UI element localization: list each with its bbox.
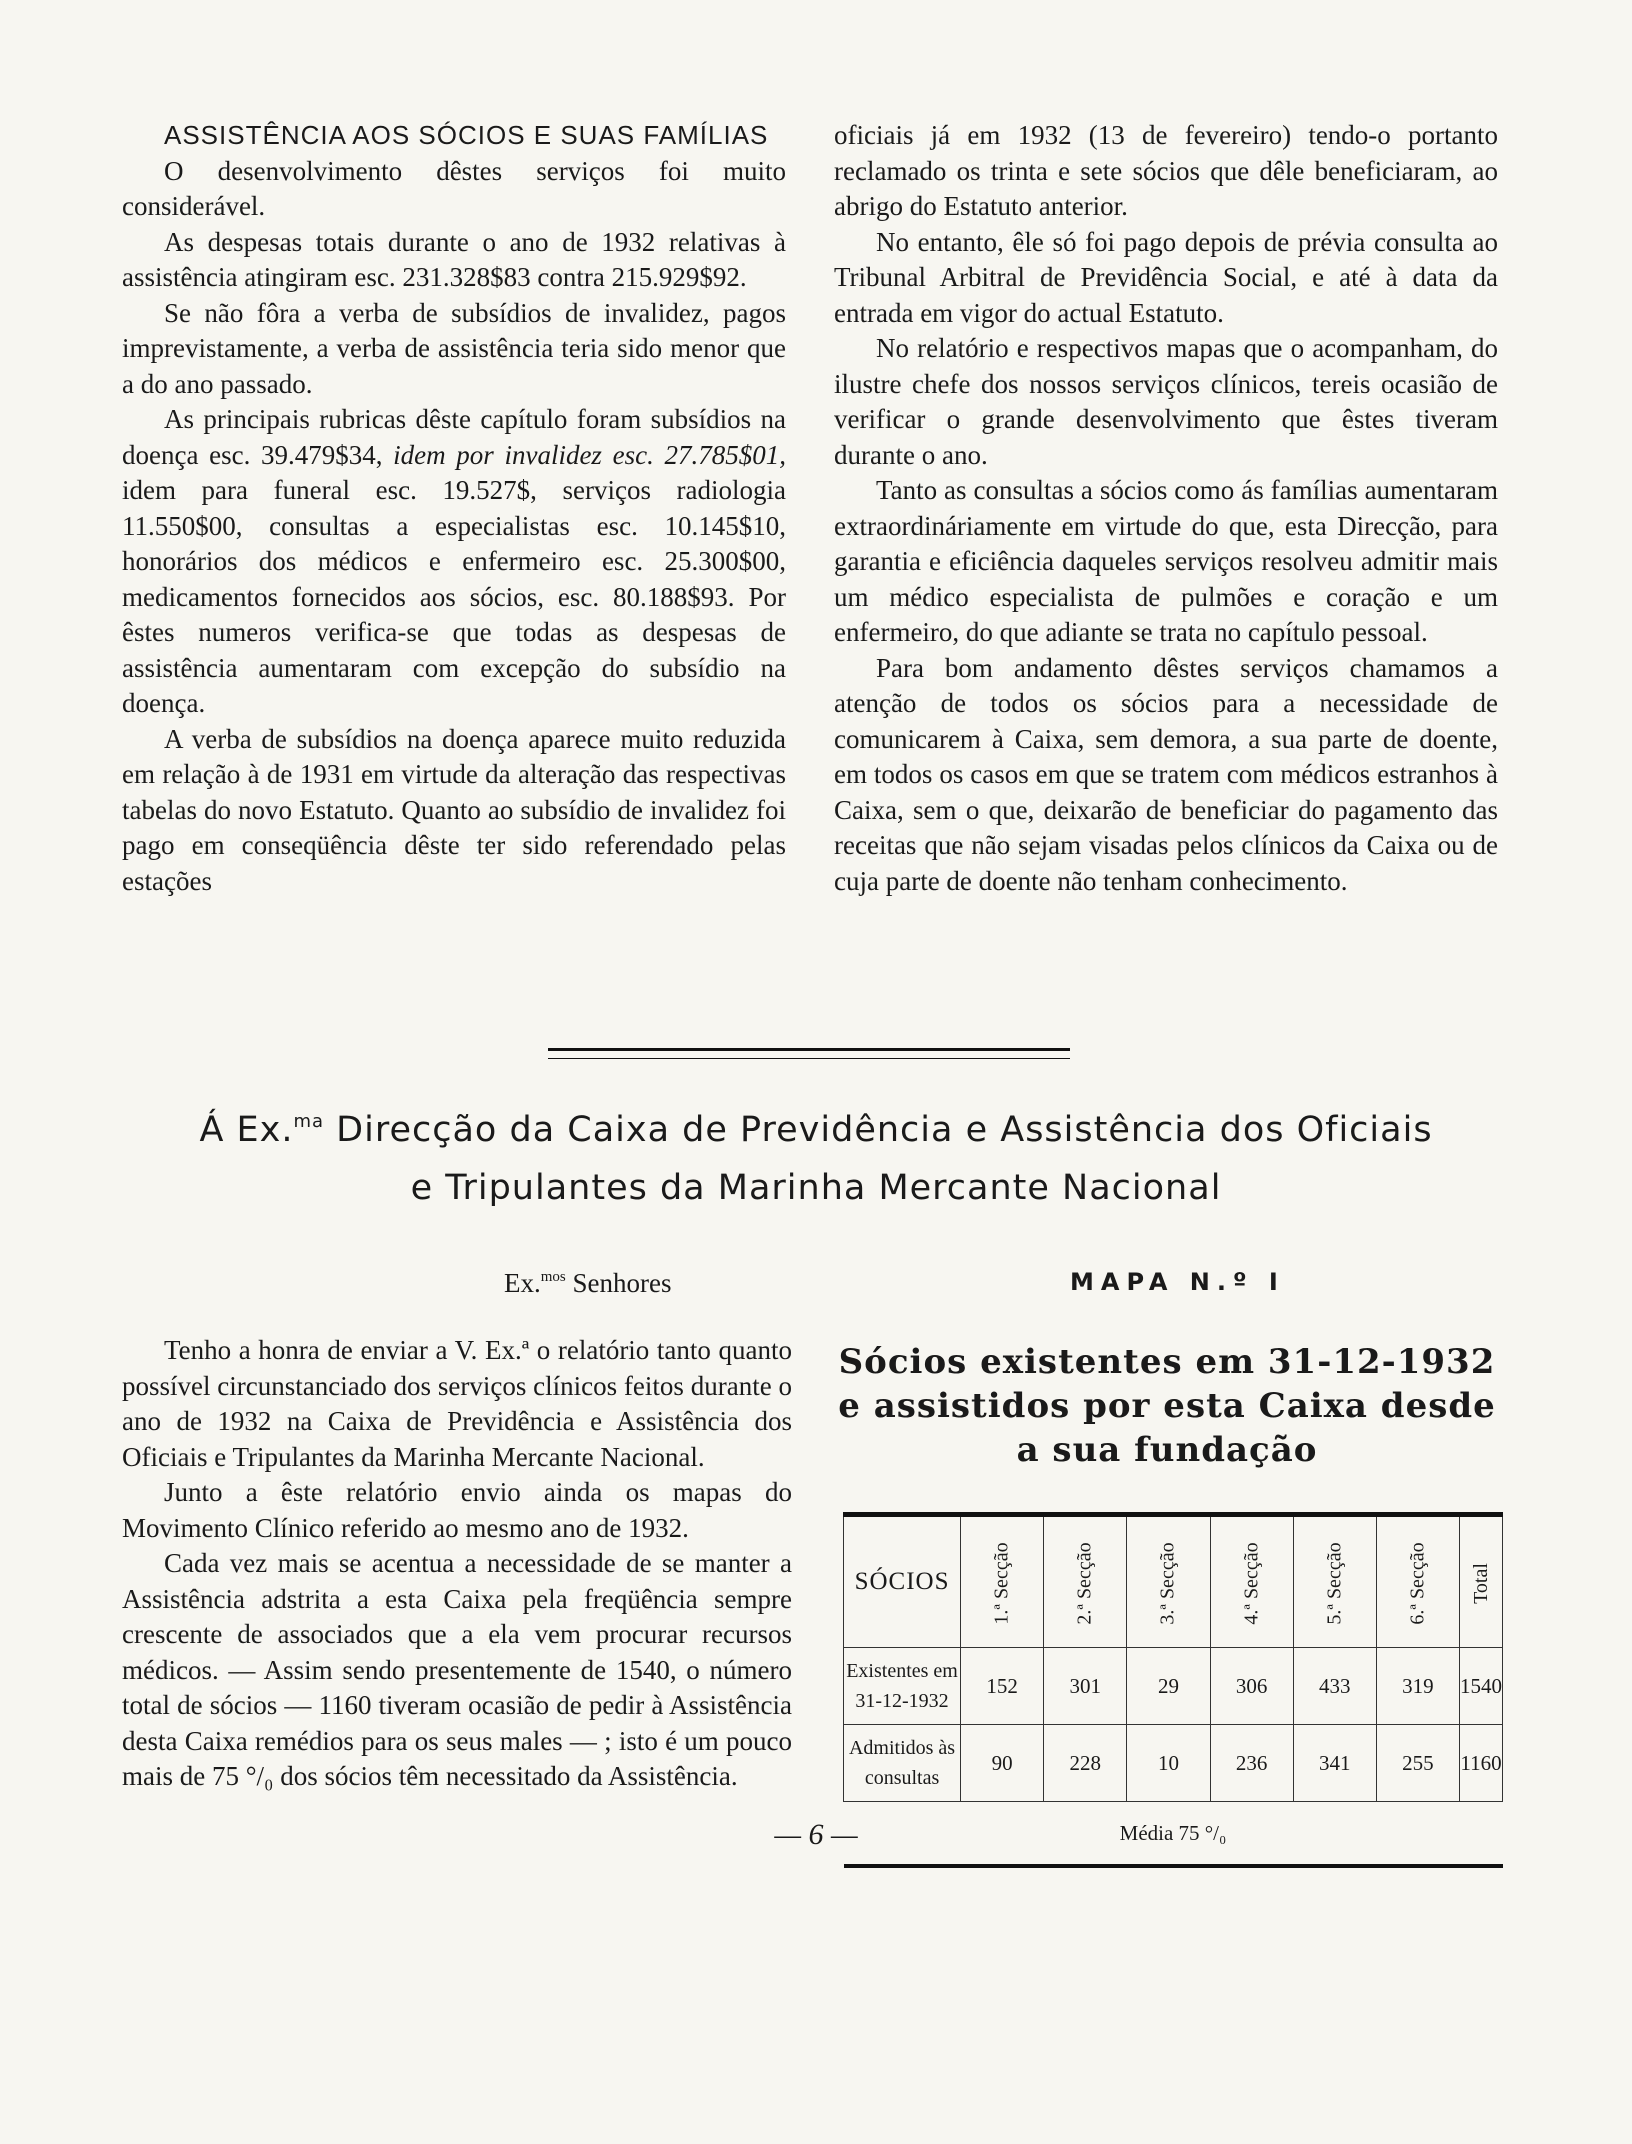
address-line-1 — [0, 1110, 1632, 1150]
paragraph — [122, 402, 786, 722]
map-title: Sócios existentes em 31-12-1932 e assistidos por esta Caixa desde a sua fundação — [838, 1342, 1496, 1470]
column-header-label: 4.ª Secção — [1240, 1541, 1263, 1625]
address-line-2: e Tripulantes da Marinha Mercante Nacional — [410, 1168, 1222, 1208]
paragraph: O desenvolvimento dêstes serviços foi muito considerável. — [122, 155, 786, 221]
paragraph: No entanto, êle só foi pago depois de prévia consulta ao Tribunal Arbitral de Previdência Social, e até à data da entrada em vigor do actual Estatuto. — [834, 226, 1498, 328]
table-cell: 152 — [961, 1648, 1044, 1725]
salutation — [504, 1268, 672, 1299]
map-table — [843, 1512, 1503, 1868]
paragraph: As despesas totais durante o ano de 1932 relativas à assistência atingiram esc. 231.328$83 contra 215.929$92. — [122, 226, 786, 292]
table-cell: 255 — [1376, 1725, 1459, 1802]
address-text: Direcção da Caixa de Previdência e Assistência dos Oficiais — [324, 1110, 1433, 1150]
table-cell: 301 — [1044, 1648, 1127, 1725]
row-label — [844, 1648, 961, 1725]
table-cell: 228 — [1044, 1725, 1127, 1802]
paragraph: Tenho a honra de enviar a V. Ex.ª o relatório tanto quanto possível circunstanciado dos serviços clínicos feitos durante o ano de 1932 na Caixa de Previdência e Assistência dos Oficiais e Tripulantes da Marinha Mercante Nacional. — [122, 1335, 792, 1472]
text-span: As principais rubricas dêste capítulo foram subsídios na doença esc. 39.479$34, — [122, 404, 786, 470]
column-header — [1044, 1515, 1127, 1648]
row-label-line: consultas — [864, 1767, 940, 1789]
superscript: ma — [293, 1111, 325, 1132]
page-number: — 6 — — [774, 1818, 858, 1851]
row-label — [844, 1725, 961, 1802]
column-header-label: 3.ª Secção — [1156, 1541, 1179, 1625]
column-header-label: 1.ª Secção — [990, 1541, 1013, 1625]
column-header-label: Total — [1469, 1562, 1492, 1604]
map-label: MAPA N.º I — [1070, 1268, 1285, 1296]
row-label-line: Admitidos às — [848, 1737, 956, 1759]
table-cell: 90 — [961, 1725, 1044, 1802]
table-cell: 319 — [1376, 1648, 1459, 1725]
column-header — [1376, 1515, 1459, 1648]
column-header — [1460, 1515, 1503, 1648]
column-header — [1293, 1515, 1376, 1648]
left-column — [122, 118, 786, 899]
right-column — [834, 118, 1498, 899]
paragraph: Se não fôra a verba de subsídios de invalidez, pagos imprevistamente, a verba de assistência teria sido menor que a do ano passado. — [122, 297, 786, 399]
table-header-row — [844, 1515, 1503, 1648]
table-cell: 236 — [1210, 1725, 1293, 1802]
paragraph: oficiais já em 1932 (13 de fevereiro) tendo-o portanto reclamado os trinta e sete sócios que dêle beneficiaram, ao abrigo do Estatuto anterior. — [834, 120, 1498, 221]
letter-body — [122, 1333, 792, 1795]
salutation-text: Ex. — [504, 1268, 541, 1298]
average-note: Média 75 °/₀ — [844, 1802, 1503, 1867]
column-header-label: 5.ª Secção — [1323, 1541, 1346, 1625]
table-cell: 433 — [1293, 1648, 1376, 1725]
text-span: idem para funeral esc. 19.527$, serviços radiologia 11.550$00, consultas a especialistas esc. 10.145$10, honorários dos médicos e enfermeiro esc. 25.300$00, medicamentos fornecidos aos sócios, esc. 80.188$93. Por êstes numeros verifica-se que todas as despesas de assistência aumentaram com excepção do subsídio na doença. — [122, 475, 786, 718]
paragraph: Junto a êste relatório envio ainda os mapas do Movimento Clínico referido ao mesmo ano de 1932. — [122, 1477, 792, 1543]
table-cell: 1540 — [1460, 1648, 1503, 1725]
table-row — [844, 1725, 1503, 1802]
address-text: Á Ex. — [199, 1110, 294, 1150]
header-socios: SÓCIOS — [844, 1515, 961, 1648]
table-cell: 1160 — [1460, 1725, 1503, 1802]
column-header — [961, 1515, 1044, 1648]
paragraph: Para bom andamento dêstes serviços chamamos a atenção de todos os sócios para a necessidade de comunicarem à Caixa, sem demora, a sua parte de doente, em todos os casos em que se tratem com médicos estranhos à Caixa, sem o que, deixarão de beneficiar do pagamento das receitas que não sejam visadas pelos clínicos da Caixa ou de cuja parte de doente não tenham conhecimento. — [834, 652, 1498, 896]
paragraph: A verba de subsídios na doença aparece muito reduzida em relação à de 1931 em virtude da alteração das respectivas tabelas do novo Estatuto. Quanto ao subsídio de invalidez foi pago em conseqüência dêste ter sido referendado pelas estações — [122, 723, 786, 896]
column-header — [1210, 1515, 1293, 1648]
salutation-text: Senhores — [565, 1268, 672, 1298]
table-cell: 306 — [1210, 1648, 1293, 1725]
table-cell: 341 — [1293, 1725, 1376, 1802]
table-cell: 29 — [1127, 1648, 1210, 1725]
divider-rule — [548, 1048, 1070, 1051]
paragraph: No relatório e respectivos mapas que o acompanham, do ilustre chefe dos nossos serviços clínicos, tereis ocasião de verificar o grande desenvolvimento que êstes tiveram durante o ano. — [834, 333, 1498, 470]
column-header — [1127, 1515, 1210, 1648]
column-header-label: 2.ª Secção — [1073, 1541, 1096, 1625]
table-cell: 10 — [1127, 1725, 1210, 1802]
superscript: mos — [540, 1269, 566, 1285]
section-heading: ASSISTÊNCIA AOS SÓCIOS E SUAS FAMÍLIAS — [164, 120, 769, 150]
table-row — [844, 1648, 1503, 1725]
paragraph: Tanto as consultas a sócios como ás famílias aumentaram extraordináriamente em virtude do que, esta Direcção, para garantia e eficiência daqueles serviços resolveu admitir mais um médico especialista de pulmões e coração e um enfermeiro, do que adiante se trata no capítulo pessoal. — [834, 475, 1498, 647]
column-header-label: 6.ª Secção — [1406, 1541, 1429, 1625]
italic-text: idem por invalidez esc. 27.785$01, — [393, 439, 786, 470]
row-label-line: Existentes em — [846, 1660, 958, 1682]
row-label-line: 31-12-1932 — [855, 1690, 949, 1712]
paragraph: Cada vez mais se acentua a necessidade de se manter a Assistência adstrita a esta Caixa pela freqüência sempre crescente de associados que a ela vem procurar recursos médicos. — Assim sendo presentemente de 1540, o número total de sócios — 1160 tiveram ocasião de pedir à Assistência desta Caixa remédios para os seus males — ; isto é um pouco mais de 75 °/₀ dos sócios têm necessitado da Assistência. — [122, 1548, 792, 1791]
divider-rule — [548, 1058, 1070, 1059]
